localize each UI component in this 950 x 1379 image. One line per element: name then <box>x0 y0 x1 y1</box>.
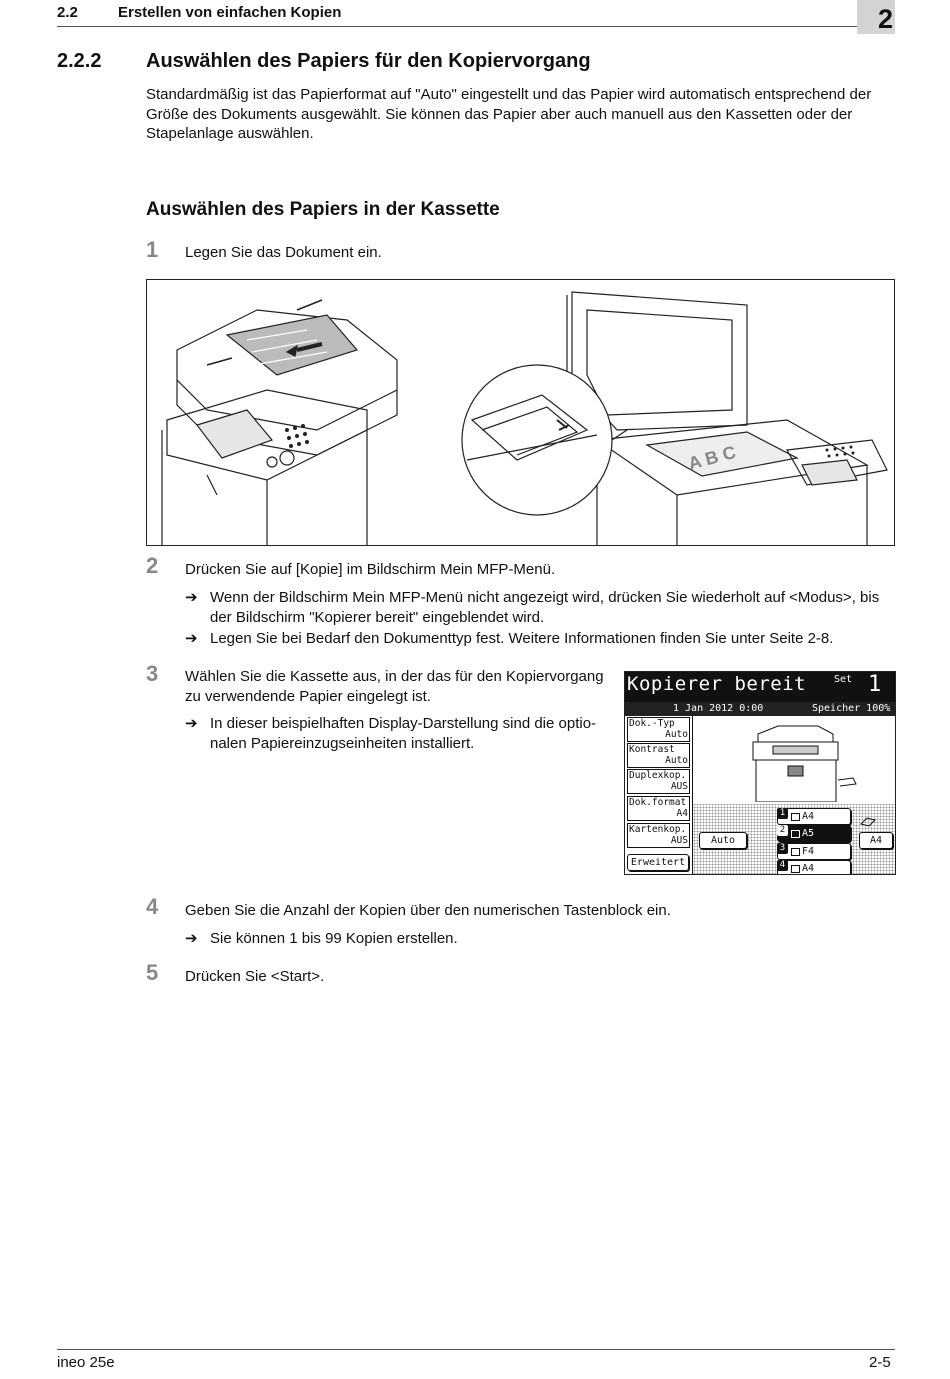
chapter-tab <box>857 0 895 34</box>
footer-page-number: 2-5 <box>869 1354 891 1371</box>
tray-number: 3 <box>777 843 788 854</box>
button-label: Dok.format <box>629 797 687 808</box>
display-title-bar <box>625 672 895 702</box>
duplex-button[interactable] <box>627 769 690 794</box>
contrast-button[interactable] <box>627 743 690 768</box>
button-label: Kontrast <box>629 744 675 755</box>
doc-format-button[interactable] <box>627 796 690 821</box>
arrow-icon: ➔ <box>185 715 198 732</box>
section-intro: Standardmäßig ist das Papierformat auf "Auto" eingestellt und das Papier wird automatisch entsprechend der Größe des Dokuments ausgewählt. Sie können das Papier aber auch manuell aus den Kassetten oder der Stapelanlage auswählen. <box>146 86 872 142</box>
tray-paper-size: A4 <box>802 863 815 874</box>
bullet-item <box>185 629 895 649</box>
footer-rule <box>57 1349 895 1350</box>
display-info-bar <box>625 702 895 716</box>
header-rule <box>57 26 857 27</box>
display-set-label: Set <box>834 674 853 685</box>
bullet-text: Sie können 1 bis 99 Kopien erstellen. <box>210 930 458 947</box>
tray-2-button[interactable] <box>777 825 851 842</box>
step-number: 2 <box>146 553 159 578</box>
header-section-title: Erstellen von einfachen Kopien <box>118 4 342 21</box>
advanced-button[interactable]: Erweitert <box>627 854 689 871</box>
display-memory: Speicher 100% <box>812 703 891 714</box>
button-value: Auto <box>665 755 688 766</box>
tray-3-button[interactable] <box>777 843 851 860</box>
button-value: A4 <box>676 808 688 819</box>
arrow-icon: ➔ <box>185 930 198 947</box>
copier-display <box>624 671 896 875</box>
bullet-text: Wenn der Bildschirm Mein MFP-Menü nicht angezeigt wird, drücken Sie wiederholt auf <Modus>, bis der Bildschirm "Kopierer bereit" eingeblendet wird. <box>210 589 880 626</box>
button-label: Kartenkop. <box>629 824 687 835</box>
card-copy-button[interactable] <box>627 823 690 848</box>
tray-number: 4 <box>777 860 788 871</box>
step-number: 5 <box>146 960 159 985</box>
step-text: Legen Sie das Dokument ein. <box>185 244 382 261</box>
display-date: 1 Jan 2012 0:00 <box>673 703 764 714</box>
tray-4-button[interactable] <box>777 860 851 875</box>
tray-paper-size: A5 <box>802 828 815 839</box>
chapter-number: 2 <box>877 4 893 34</box>
button-value: Auto <box>665 729 688 740</box>
tray-1-button[interactable] <box>777 808 851 825</box>
display-settings-column <box>625 716 692 874</box>
section-number: 2.2.2 <box>57 50 102 72</box>
step-number: 1 <box>146 237 159 262</box>
subsection-title: Auswählen des Papiers in der Kassette <box>146 199 500 220</box>
bypass-tray-button[interactable]: A4 <box>859 832 893 849</box>
button-value: AUS <box>670 781 688 792</box>
bullet-text: In dieser beispielhaften Display-Darstellung sind die optio-nalen Papiereinzugseinheiten installiert. <box>210 715 597 752</box>
tray-icon <box>791 813 800 821</box>
display-set-count: 1 <box>868 672 882 697</box>
step-number: 3 <box>146 661 159 686</box>
tray-icon <box>791 848 800 856</box>
step-number: 4 <box>146 894 159 919</box>
bullet-item <box>185 714 615 753</box>
tray-number: 2 <box>777 825 788 836</box>
tray-paper-size: A4 <box>802 811 815 822</box>
step-text: Drücken Sie <Start>. <box>185 968 325 985</box>
tray-number: 1 <box>777 808 788 819</box>
button-value: AUS <box>670 835 688 846</box>
step-text: Wählen Sie die Kassette aus, in der das für den Kopiervorgang zu verwendende Papier eingelegt ist. <box>185 668 604 705</box>
glass-letters: A B C <box>686 441 739 474</box>
copier-adf-drawing <box>162 300 397 545</box>
arrow-icon: ➔ <box>185 589 198 606</box>
bullet-item <box>185 929 885 949</box>
tray-icon <box>791 865 800 873</box>
auto-paper-button[interactable]: Auto <box>699 832 747 849</box>
bypass-tray-icon <box>859 814 877 828</box>
paper-selection-area <box>692 716 896 874</box>
display-title: Kopierer bereit <box>627 673 807 695</box>
section-title: Auswählen des Papiers für den Kopiervorgang <box>146 50 591 72</box>
tray-paper-size: F4 <box>802 846 815 857</box>
bullet-text: Legen Sie bei Bedarf den Dokumenttyp fest. Weitere Informationen finden Sie unter Seite 2-8. <box>210 630 834 647</box>
document-loading-illustration <box>146 279 895 546</box>
doc-type-button[interactable] <box>627 717 690 742</box>
arrow-icon: ➔ <box>185 630 198 647</box>
button-label: Duplexkop. <box>629 770 687 781</box>
footer-model: ineo 25e <box>57 1354 115 1371</box>
tray-icon <box>791 830 800 838</box>
header-section-number: 2.2 <box>57 4 78 21</box>
step-text: Geben Sie die Anzahl der Kopien über den numerischen Tastenblock ein. <box>185 902 671 919</box>
bullet-item <box>185 588 895 627</box>
step-text: Drücken Sie auf [Kopie] im Bildschirm Mein MFP-Menü. <box>185 561 556 578</box>
magnifier-detail <box>462 365 627 515</box>
button-label: Dok.-Typ <box>629 718 675 729</box>
scanner-glass-drawing <box>567 292 887 545</box>
copier-icon <box>748 722 858 802</box>
